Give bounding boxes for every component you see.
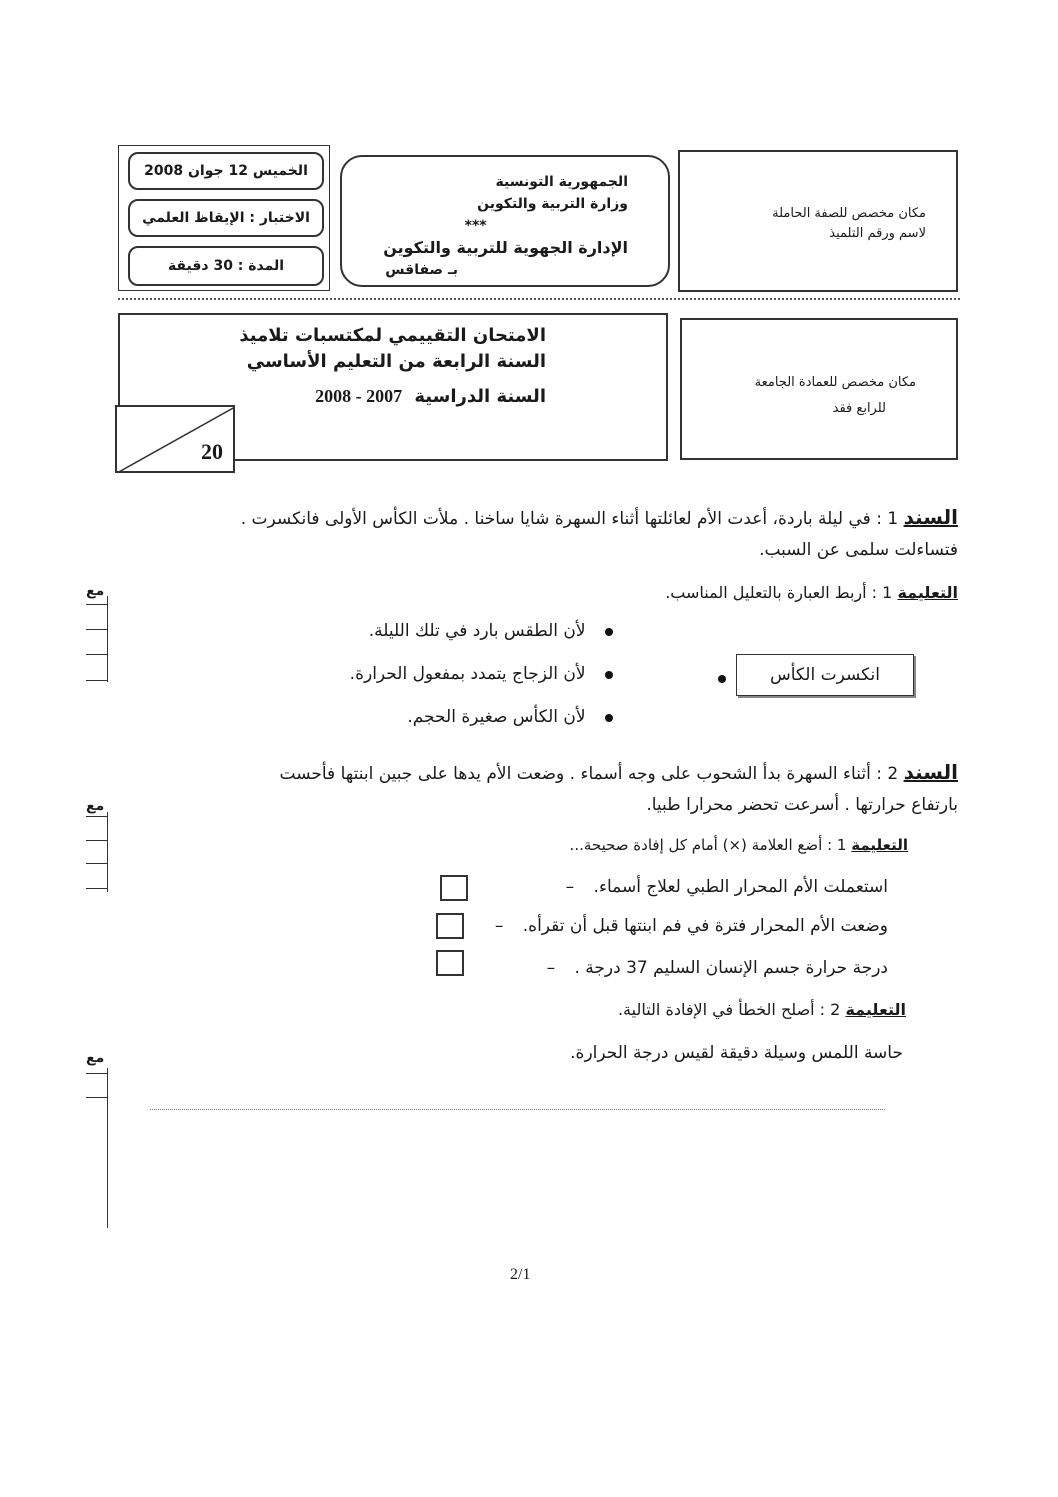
statement-box (736, 654, 914, 696)
margin-line (86, 654, 108, 655)
option-3-text: لأن الكأس صغيرة الحجم. (407, 707, 586, 727)
section1-task (665, 583, 958, 602)
task2-2-text: : أصلح الخطأ في الإفادة التالية. (617, 1000, 826, 1019)
margin-vline (107, 812, 108, 892)
margin-line (86, 816, 108, 817)
directorate-name: الإدارة الجهوية للتربية والتكوين (383, 238, 628, 257)
bullet-icon (605, 628, 613, 636)
exam-duration: المدة : 30 دقيقة (167, 258, 285, 274)
margin-line (86, 629, 108, 630)
section1-line1: : في ليلة باردة، أعدت الأم لعائلتها أثناء السهرة شايا ساخنا . ملأت الكأس الأولى فانكسرت . (240, 509, 882, 529)
option-3[interactable] (407, 702, 613, 733)
margin-vline (107, 596, 108, 682)
task2-2-label: التعليمة (845, 1000, 906, 1019)
stars: *** (464, 218, 487, 234)
reserved-label: مكان مخصص للصفة الحاملة (772, 206, 926, 221)
item-2: وضعت الأم المحرار فترة في فم ابنتها قبل أن تقرأه. – (494, 916, 888, 936)
section2-task1 (570, 836, 908, 854)
task1-number: 1 (882, 583, 893, 602)
section1-text (138, 502, 958, 566)
score-total: 20 (201, 439, 223, 464)
section2-text (138, 757, 958, 821)
item-3-text: درجة حرارة جسم الإنسان السليم 37 درجة . (574, 958, 888, 978)
item-1-text: استعملت الأم المحرار الطبي لعلاج أسماء. (593, 877, 888, 897)
item-1-checkbox[interactable] (440, 875, 468, 901)
header-left-frame (118, 145, 330, 291)
separator-line (118, 298, 960, 300)
margin-vline (107, 1068, 108, 1228)
section2-title: السند (903, 760, 958, 784)
item-3: درجة حرارة جسم الإنسان السليم 37 درجة . – (546, 958, 888, 978)
section2-statement (570, 1038, 903, 1069)
margin-line (86, 888, 108, 889)
task2-1-text: : أضع العلامة (×) أمام كل إفادة صحيحة... (569, 836, 833, 854)
republic-name: الجمهورية التونسية (495, 174, 628, 190)
margin-line (86, 604, 108, 605)
statement-2-text: حاسة اللمس وسيلة دقيقة لقيس درجة الحرارة. (570, 1043, 903, 1063)
section2-line1: : أثناء السهرة بدأ الشحوب على وجه أسماء . وضعت الأم يدها على جبين ابنتها فأحست (279, 764, 882, 784)
item-2-text: وضعت الأم المحرار فترة في فم ابنتها قبل أن تقرأه. (522, 916, 888, 936)
exam-subject: الاختبار : الإيقاظ العلمي (142, 210, 310, 226)
student-id-box (678, 150, 958, 292)
statement-text: انكسرت الكأس (769, 665, 881, 685)
city-name: بـ صفاقس (385, 262, 458, 278)
reserved-sub: لاسم ورقم التلميذ (829, 226, 926, 241)
section1-number: 1 (887, 509, 899, 529)
section2-line2: بارتفاع حرارتها . أسرعت تحضر محرارا طبيا. (646, 795, 958, 815)
item-3-checkbox[interactable] (436, 950, 464, 976)
margin-mark-1: مع (86, 583, 105, 599)
margin-mark-3: مع (86, 1050, 105, 1066)
option-1-text: لأن الطقس بارد في تلك الليلة. (368, 621, 586, 641)
grading-box (680, 318, 958, 460)
year-label: السنة الدراسية (414, 386, 546, 407)
margin-line (86, 840, 108, 841)
item-2-checkbox[interactable] (436, 913, 464, 939)
bullet-icon (605, 714, 613, 722)
ministry-box (340, 155, 670, 287)
score-box (115, 405, 235, 473)
section1-title: السند (903, 505, 958, 529)
section1-line2: فتساءلت سلمى عن السبب. (759, 540, 958, 560)
margin-line (86, 1097, 108, 1098)
item-1: استعملت الأم المحرار الطبي لعلاج أسماء. – (565, 877, 888, 897)
bullet-icon (605, 671, 613, 679)
exam-line1: الامتحان التقييمي لمكتسبات تلاميذ (239, 325, 546, 346)
exam-date: الخميس 12 جوان 2008 (144, 163, 308, 179)
answer-line (150, 1109, 885, 1110)
section2-number: 2 (887, 764, 899, 784)
option-2-text: لأن الزجاج يتمدد بمفعول الحرارة. (349, 664, 586, 684)
year-value: 2007 - 2008 (315, 386, 403, 406)
section2-task2 (618, 1000, 906, 1019)
option-2[interactable] (350, 659, 613, 690)
grading-line2: للرابع فقد (832, 401, 886, 416)
task1-text: : أربط العبارة بالتعليل المناسب. (665, 583, 878, 602)
margin-line (86, 1073, 108, 1074)
margin-line (86, 863, 108, 864)
task2-1-label: التعليمة (851, 836, 908, 854)
exam-line2: السنة الرابعة من التعليم الأساسي (246, 351, 546, 372)
grading-line1: مكان مخصص للعمادة الجامعة (754, 375, 916, 390)
page-number: 2/1 (510, 1266, 531, 1283)
task1-label: التعليمة (897, 583, 958, 602)
task2-2-number: 2 (830, 1000, 841, 1019)
ministry-name: وزارة التربية والتكوين (477, 196, 628, 212)
option-1[interactable] (369, 616, 613, 647)
margin-line (86, 680, 108, 681)
task2-1-number: 1 (836, 836, 847, 854)
margin-mark-2: مع (86, 798, 105, 814)
statement-bullet-icon[interactable] (718, 675, 726, 683)
